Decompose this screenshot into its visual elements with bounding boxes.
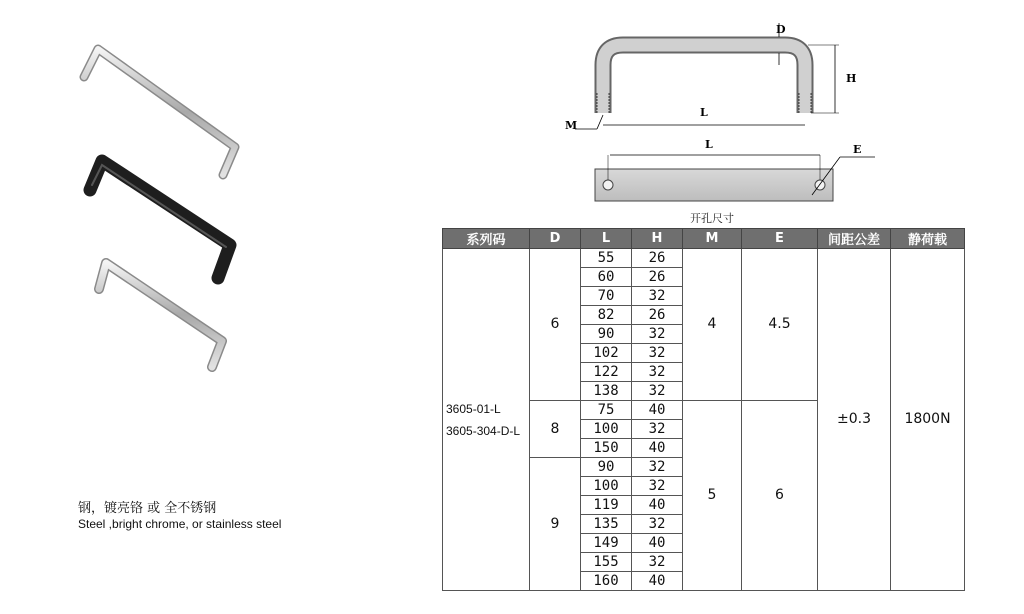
h-value: 32 [632, 325, 683, 344]
technical-drawing [555, 15, 885, 223]
header-tolerance: 间距公差 [818, 229, 891, 249]
d-value: 9 [530, 458, 581, 591]
header-h: H [632, 229, 683, 249]
m-value: 5 [683, 401, 742, 591]
dim-label-h: H [846, 72, 857, 85]
d-value: 6 [530, 249, 581, 401]
header-e: E [742, 229, 818, 249]
series-code-1: 3605-01-L [446, 401, 501, 416]
e-value: 4.5 [742, 249, 818, 401]
header-m: M [683, 229, 742, 249]
h-value: 32 [632, 420, 683, 439]
l-value: 102 [581, 344, 632, 363]
h-value: 40 [632, 439, 683, 458]
tolerance-value: ±0.3 [818, 249, 891, 591]
h-value: 26 [632, 249, 683, 268]
h-value: 40 [632, 401, 683, 420]
dim-label-l-bottom: L [705, 138, 713, 151]
dim-label-m: M [565, 119, 578, 132]
l-value: 119 [581, 496, 632, 515]
l-value: 75 [581, 401, 632, 420]
d-value: 8 [530, 401, 581, 458]
h-value: 32 [632, 458, 683, 477]
spec-table [442, 228, 965, 591]
header-series-code: 系列码 [443, 229, 530, 249]
chrome-handle-bottom [99, 263, 222, 367]
h-value: 32 [632, 515, 683, 534]
l-value: 55 [581, 249, 632, 268]
l-value: 160 [581, 572, 632, 591]
material-caption-english: Steel ,bright chrome, or stainless steel [78, 517, 282, 531]
l-value: 90 [581, 325, 632, 344]
l-value: 100 [581, 477, 632, 496]
static-load-value: 1800N [891, 249, 965, 591]
header-l: L [581, 229, 632, 249]
l-value: 60 [581, 268, 632, 287]
series-code-2: 3605-304-D-L [446, 423, 521, 438]
l-value: 82 [581, 306, 632, 325]
hole-size-caption: 开孔尺寸 [690, 212, 734, 223]
h-value: 40 [632, 534, 683, 553]
h-value: 40 [632, 496, 683, 515]
series-code-cell [443, 249, 530, 591]
m-value: 4 [683, 249, 742, 401]
handle-photos [70, 35, 260, 380]
header-d: D [530, 229, 581, 249]
e-value: 6 [742, 401, 818, 591]
l-value: 90 [581, 458, 632, 477]
dim-label-e: E [853, 143, 862, 156]
table-header-row [443, 229, 965, 249]
h-value: 40 [632, 572, 683, 591]
h-value: 26 [632, 306, 683, 325]
header-static-load: 静荷载 [891, 229, 965, 249]
l-value: 138 [581, 382, 632, 401]
dim-label-l-top: L [700, 106, 708, 119]
l-value: 155 [581, 553, 632, 572]
material-caption-chinese: 钢，镀亮铬 或 全不锈钢 [78, 501, 217, 516]
h-value: 32 [632, 553, 683, 572]
l-value: 135 [581, 515, 632, 534]
h-value: 32 [632, 477, 683, 496]
l-value: 150 [581, 439, 632, 458]
l-value: 122 [581, 363, 632, 382]
table-row [443, 249, 965, 268]
l-value: 100 [581, 420, 632, 439]
h-value: 32 [632, 287, 683, 306]
l-value: 149 [581, 534, 632, 553]
h-value: 32 [632, 344, 683, 363]
h-value: 32 [632, 363, 683, 382]
l-value: 70 [581, 287, 632, 306]
h-value: 32 [632, 382, 683, 401]
chrome-handle-top [84, 49, 235, 175]
dim-label-d: D [776, 23, 786, 36]
h-value: 26 [632, 268, 683, 287]
